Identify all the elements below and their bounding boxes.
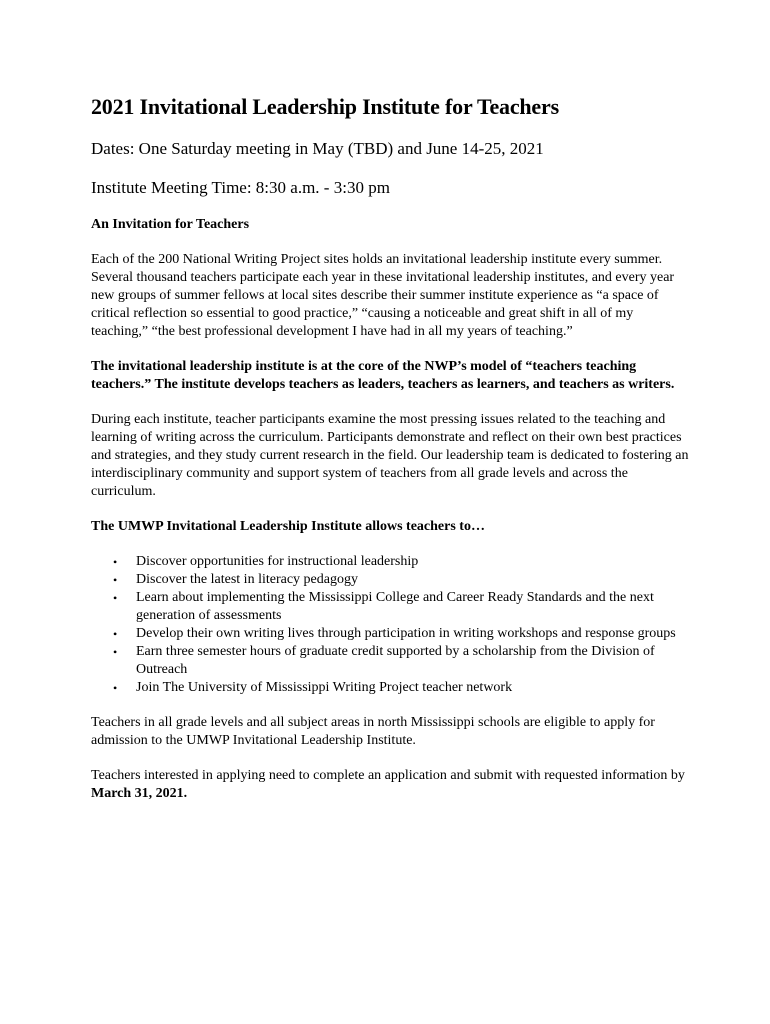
institute-paragraph: During each institute, teacher participants examine the most pressing issues related to the teaching and learning of writing across the curriculum. Participants demonstrate and reflect on their own best practices and strategies, and they study current research in the field. Our leadership team is dedicated to fostering an interdisciplinary community and support system of teachers from all grade levels and across the curriculum. bbox=[91, 412, 689, 499]
list-item bbox=[91, 553, 691, 571]
bullet-icon: • bbox=[113, 681, 118, 695]
invitation-heading: An Invitation for Teachers bbox=[91, 217, 250, 232]
bullet-icon: • bbox=[113, 627, 118, 641]
meeting-time-line: Institute Meeting Time: 8:30 a.m. - 3:30 pm bbox=[91, 178, 390, 197]
apply-text: Teachers interested in applying need to complete an application and submit with requested information by bbox=[91, 768, 685, 783]
bullet-icon: • bbox=[113, 573, 118, 587]
list-item-text: Earn three semester hours of graduate credit supported by a scholarship from the Division of Outreach bbox=[136, 644, 655, 677]
list-item-text: Discover opportunities for instructional leadership bbox=[136, 554, 419, 569]
list-item-text: Develop their own writing lives through participation in writing workshops and response groups bbox=[136, 626, 676, 641]
list-item bbox=[91, 571, 691, 589]
bullet-icon: • bbox=[113, 591, 118, 605]
bullet-icon: • bbox=[113, 645, 118, 659]
list-item-text: Learn about implementing the Mississippi College and Career Ready Standards and the next generation of assessments bbox=[136, 590, 654, 623]
list-item bbox=[91, 679, 691, 697]
apply-paragraph bbox=[91, 767, 691, 803]
eligibility-paragraph: Teachers in all grade levels and all subject areas in north Mississippi schools are eligible to apply for admission to the UMWP Invitational Leadership Institute. bbox=[91, 715, 655, 748]
document-page bbox=[91, 92, 691, 820]
dates-line: Dates: One Saturday meeting in May (TBD) and June 14-25, 2021 bbox=[91, 139, 544, 158]
benefits-list bbox=[91, 553, 691, 697]
allows-heading: The UMWP Invitational Leadership Institute allows teachers to… bbox=[91, 519, 485, 534]
list-item bbox=[91, 625, 691, 643]
apply-deadline: March 31, 2021. bbox=[91, 786, 188, 801]
list-item bbox=[91, 643, 691, 679]
core-statement: The invitational leadership institute is at the core of the NWP’s model of “teachers teaching teachers.” The institute develops teachers as leaders, teachers as learners, and teachers as writers. bbox=[91, 359, 675, 392]
intro-paragraph: Each of the 200 National Writing Project sites holds an invitational leadership institute every summer. Several thousand teachers participate each year in these invitational leadership institutes, and every year new groups of summer fellows at local sites describe their summer institute experience as “a space of critical reflection so essential to good practice,” “causing a noticeable and great shift in all of my teaching,” “the best professional development I have had in all my years of teaching.” bbox=[91, 252, 675, 339]
page-title: 2021 Invitational Leadership Institute for Teachers bbox=[91, 94, 559, 119]
list-item-text: Discover the latest in literacy pedagogy bbox=[136, 572, 358, 587]
list-item bbox=[91, 589, 691, 625]
list-item-text: Join The University of Mississippi Writing Project teacher network bbox=[136, 680, 513, 695]
bullet-icon: • bbox=[113, 555, 118, 569]
